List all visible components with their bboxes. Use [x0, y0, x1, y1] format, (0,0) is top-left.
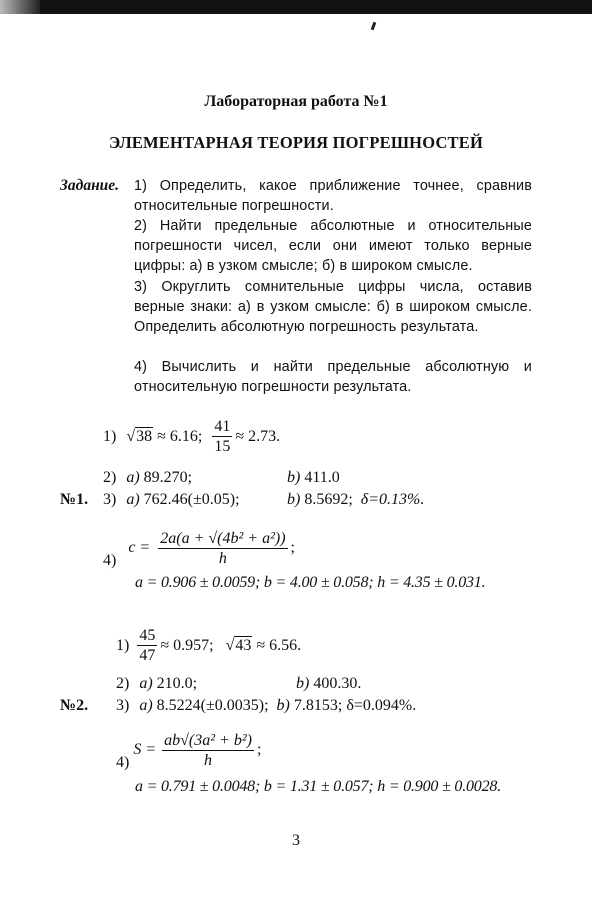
v1-formula-den: h — [218, 549, 227, 567]
v2-item-3-delta: δ=0.094%. — [346, 697, 417, 714]
v2-formula-lhs: S = — [133, 741, 157, 758]
v1-item-4-number: 4) — [103, 552, 117, 569]
v2-item-3 — [116, 697, 416, 715]
v1-item-3-a-value: 762.46(±0.05); — [143, 491, 240, 508]
v2-sqrt-value: ≈ 6.56. — [256, 636, 302, 654]
v2-item-2-b — [296, 675, 361, 693]
v1-formula-end: ; — [290, 539, 295, 556]
v2-item-4-number: 4) — [116, 754, 130, 771]
lab-title: Лабораторная работа №1 — [204, 93, 388, 110]
v1-fraction-den: 15 — [214, 438, 231, 455]
scan-speck — [371, 22, 377, 31]
v1-fraction-value: ≈ 2.73. — [235, 427, 281, 445]
v2-formula-end: ; — [256, 741, 262, 758]
v1-params: a = 0.906 ± 0.0059; b = 4.00 ± 0.058; h = 4.35 ± 0.031. — [135, 574, 486, 591]
v1-item-2-b — [287, 469, 340, 487]
v2-fraction-den: 47 — [139, 647, 156, 664]
v1-item-2-b-value: 411.0 — [304, 469, 340, 486]
v2-item-2-a-value: 210.0; — [156, 675, 198, 692]
v2-item-1-number: 1) — [116, 636, 130, 654]
v1-item-1: 1) √38 ≈ 6.16; $\frac{41}{15}$ ≈ 2.73. — [103, 418, 281, 455]
v1-formula-num: 2a(a + √(4b² + a²)) — [160, 529, 286, 547]
v1-item-2-number: 2) — [103, 469, 117, 486]
scan-top-border — [0, 0, 592, 14]
v1-item-4 — [103, 526, 295, 570]
v2-item-3-b-label: b) — [276, 697, 290, 714]
v2-item-1: 1) $\frac{45}{47}$ ≈ 0.957; √43 ≈ 6.56. — [116, 627, 302, 664]
task-item-1: 1) Определить, какое приближение точнее, сравнив относительные погрешности. — [134, 178, 532, 215]
task-item-3: 3) Округлить сомнительные цифры числа, оставив верные знаки: а) в узком смысле: б) в широком смысле. Определить абсолютную погрешность результата. — [134, 279, 532, 336]
v1-item-2-a-label: a) — [126, 469, 140, 486]
v1-item-3 — [103, 491, 240, 509]
v2-fraction — [137, 626, 157, 665]
v2-params: a = 0.791 ± 0.0048; b = 1.31 ± 0.057; h = 0.900 ± 0.0028. — [135, 778, 501, 795]
v1-item-3-a-label: a) — [126, 491, 140, 508]
v2-item-2-b-label: b) — [296, 675, 310, 692]
v2-label: №2. — [60, 697, 89, 714]
v2-item-3-b-value: 7.8153; — [293, 697, 343, 714]
v2-item-2-b-value: 400.30. — [313, 675, 362, 692]
v1-item-2-a-value: 89.270; — [143, 469, 193, 486]
v1-sqrt-arg: 38 — [136, 427, 153, 445]
v2-item-3-a-value: 8.5224(±0.0035); — [156, 697, 269, 714]
v2-item-2 — [116, 675, 197, 693]
v2-item-2-number: 2) — [116, 675, 130, 692]
v2-item-3-a-label: a) — [139, 697, 153, 714]
v2-formula-fraction — [162, 731, 254, 770]
task-item-2: 2) Найти предельные абсолютные и относительные погрешности чисел, если они имеют только верные цифры: а) в узком смысле; б) в широком смысле. — [134, 218, 532, 275]
v2-formula-num: ab√(3a² + b²) — [164, 731, 252, 749]
v2-item-3-number: 3) — [116, 697, 130, 714]
v2-fraction-value: ≈ 0.957; — [160, 636, 214, 654]
v1-item-3-b-label: b) — [287, 491, 301, 508]
task-item-4: 4) Вычислить и найти предельные абсолютную и относительную погрешности результата. — [134, 359, 532, 396]
page-number: 3 — [292, 832, 300, 849]
v1-item-3-b-value: 8.5692; — [304, 491, 353, 508]
v1-item-3-number: 3) — [103, 491, 117, 508]
v2-item-2-a-label: a) — [139, 675, 153, 692]
lab-subtitle: ЭЛЕМЕНТАРНАЯ ТЕОРИЯ ПОГРЕШНОСТЕЙ — [108, 133, 484, 152]
v1-item-3-b — [287, 491, 424, 509]
v1-item-3-delta: δ=0.13%. — [360, 491, 425, 508]
v1-label: №1. — [60, 491, 89, 508]
v1-item-1-number: 1) — [103, 427, 117, 445]
v2-formula-den: h — [204, 751, 213, 769]
v1-fraction — [212, 417, 232, 456]
task-label: Задание. — [60, 177, 120, 194]
v1-item-2-b-label: b) — [287, 469, 301, 486]
v2-item-4 — [116, 728, 261, 772]
v1-item-2 — [103, 469, 192, 487]
v2-sqrt-arg: 43 — [235, 636, 252, 654]
v2-fraction-num: 45 — [139, 627, 156, 644]
v1-fraction-num: 41 — [214, 418, 231, 435]
v1-sqrt-value: ≈ 6.16; — [157, 427, 203, 445]
v1-formula-fraction — [158, 529, 287, 568]
v1-formula-lhs: c = — [128, 539, 151, 556]
